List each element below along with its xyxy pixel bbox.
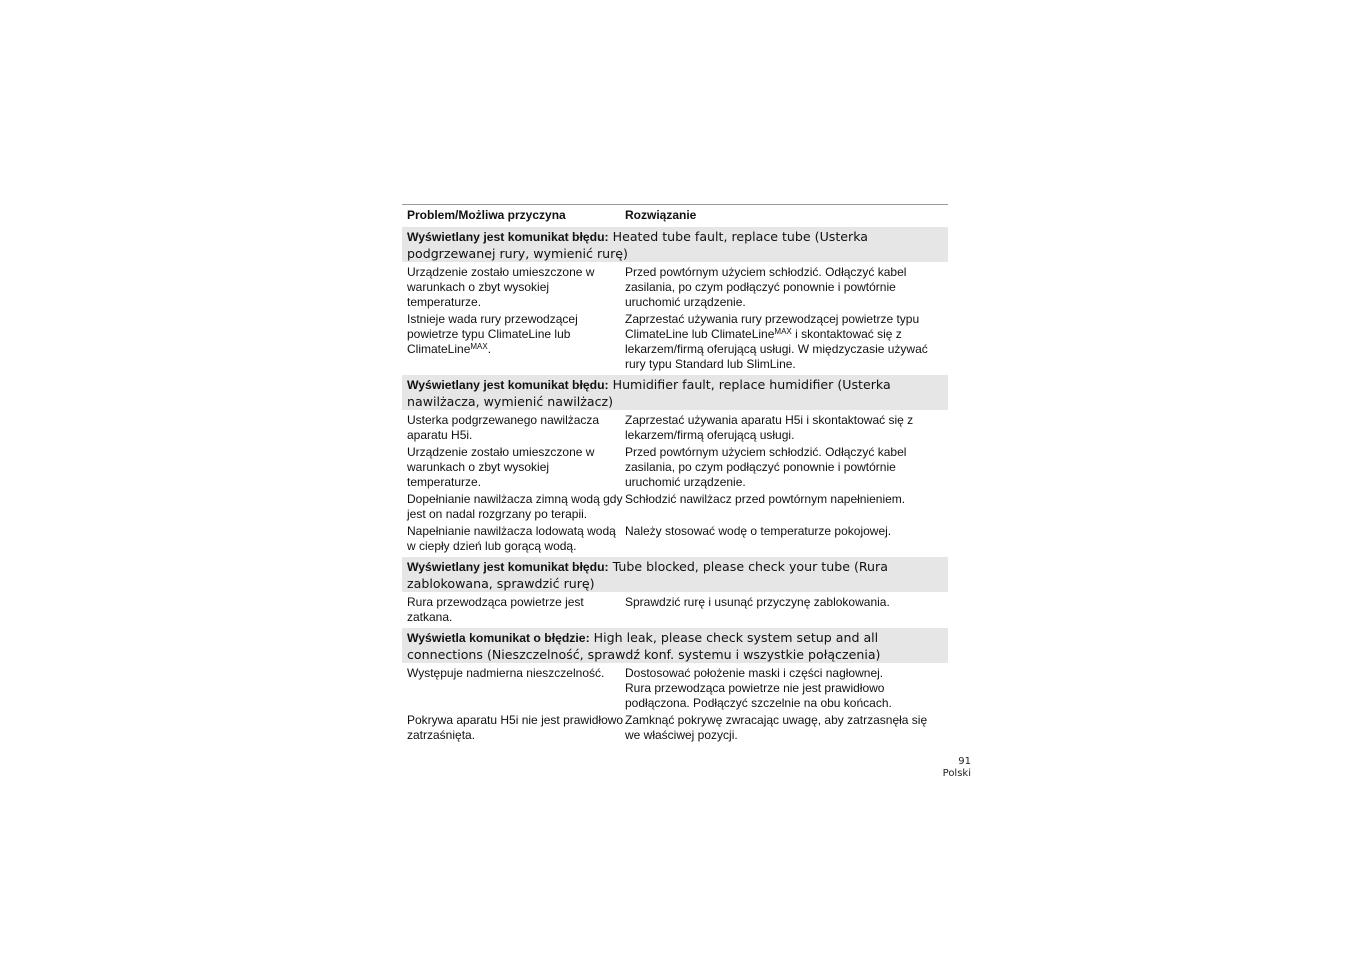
problem-cell: Usterka podgrzewanego nawilżacza aparatu H5i. [407, 413, 600, 442]
section-message: Heated tube fault, replace tube (Usterka podgrzewanej rury, wymienić rurę) [407, 229, 869, 261]
section-message: High leak, please check system setup and all connections (Nieszczelność, sprawdź konf. systemu i wszystkie połączenia) [407, 630, 881, 662]
section-message: Humidifier fault, replace humidifier (Usterka nawilżacza, wymienić nawilżacz) [407, 377, 891, 409]
table-row [402, 523, 948, 555]
header-solution: Rozwiązanie [625, 208, 697, 222]
problem-cell: Urządzenie zostało umieszczone w warunkach o zbyt wysokiej temperaturze. [407, 445, 595, 489]
section-lead: Wyświetlany jest komunikat błędu: [407, 560, 609, 574]
max-superscript: MAX [470, 342, 488, 351]
table-row [402, 665, 948, 712]
section-message: Tube blocked, please check your tube (Rura zablokowana, sprawdzić rurę) [407, 559, 888, 591]
problem-cell: Urządzenie zostało umieszczone w warunkach o zbyt wysokiej temperaturze. [407, 265, 595, 309]
solution-cell: Przed powtórnym użyciem schłodzić. Odłączyć kabel zasilania, po czym podłączyć ponownie i powtórnie uruchomić urządzenie. [625, 445, 907, 489]
section-lead: Wyświetlany jest komunikat błędu: [407, 230, 609, 244]
max-superscript: MAX [774, 327, 792, 336]
problem-cell: Dopełnianie nawilżacza zimną wodą gdy jest on nadal rozgrzany po terapii. [407, 492, 623, 521]
table-row [402, 412, 948, 444]
solution-cell: Sprawdzić rurę i usunąć przyczynę zablokowania. [625, 595, 890, 609]
language-label: Polski [942, 768, 971, 779]
page-footer [943, 756, 971, 780]
section-lead: Wyświetlany jest komunikat błędu: [407, 378, 609, 392]
header-problem: Problem/Możliwa przyczyna [407, 208, 566, 222]
table-header [402, 205, 948, 225]
solution-cell: Zaprzestać używania rury przewodzącej powietrze typu ClimateLine lub ClimateLine$^{MAX}$ i skontaktować się z lekarzem/firmą oferującą usługi. W międzyczasie używać rury typu Standard lub SlimLine. [625, 312, 928, 371]
problem-cell: Napełnianie nawilżacza lodowatą wodą w ciepły dzień lub gorącą wodą. [407, 524, 616, 553]
solution-cell: Przed powtórnym użyciem schłodzić. Odłączyć kabel zasilania, po czym podłączyć ponownie i powtórnie uruchomić urządzenie. [625, 265, 907, 309]
table-row [402, 444, 948, 491]
problem-cell: Rura przewodząca powietrze jest zatkana. [407, 595, 584, 624]
problem-cell: Istnieje wada rury przewodzącej powietrze typu ClimateLine lub ClimateLine$^{MAX}$. [407, 312, 578, 356]
table-row [402, 264, 948, 311]
error-message-high-leak [402, 628, 948, 663]
page-number: 91 [958, 756, 971, 767]
error-message-heated-tube [402, 227, 948, 262]
troubleshooting-table [402, 204, 948, 744]
solution-cell: Należy stosować wodę o temperaturze pokojowej. [625, 524, 892, 538]
solution-cell: Dostosować położenie maski i części nagłownej. Rura przewodząca powietrze nie jest prawidłowo podłączona. Podłączyć szczelnie na obu końcach. [625, 666, 892, 710]
solution-cell: Zaprzestać używania aparatu H5i i skontaktować się z lekarzem/firmą oferującą usługi. [625, 413, 914, 442]
table-row [402, 311, 948, 373]
section-lead: Wyświetla komunikat o błędzie: [407, 631, 590, 645]
error-message-humidifier [402, 375, 948, 410]
solution-cell: Zamknąć pokrywę zwracając uwagę, aby zatrzasnęła się we właściwej pozycji. [625, 713, 928, 742]
solution-cell: Schłodzić nawilżacz przed powtórnym napełnieniem. [625, 492, 906, 506]
problem-cell: Występuje nadmierna nieszczelność. [407, 666, 605, 680]
table-row [402, 594, 948, 626]
problem-cell: Pokrywa aparatu H5i nie jest prawidłowo zatrzaśnięta. [407, 713, 624, 742]
table-row [402, 491, 948, 523]
error-message-tube-blocked [402, 557, 948, 592]
table-row [402, 712, 948, 744]
